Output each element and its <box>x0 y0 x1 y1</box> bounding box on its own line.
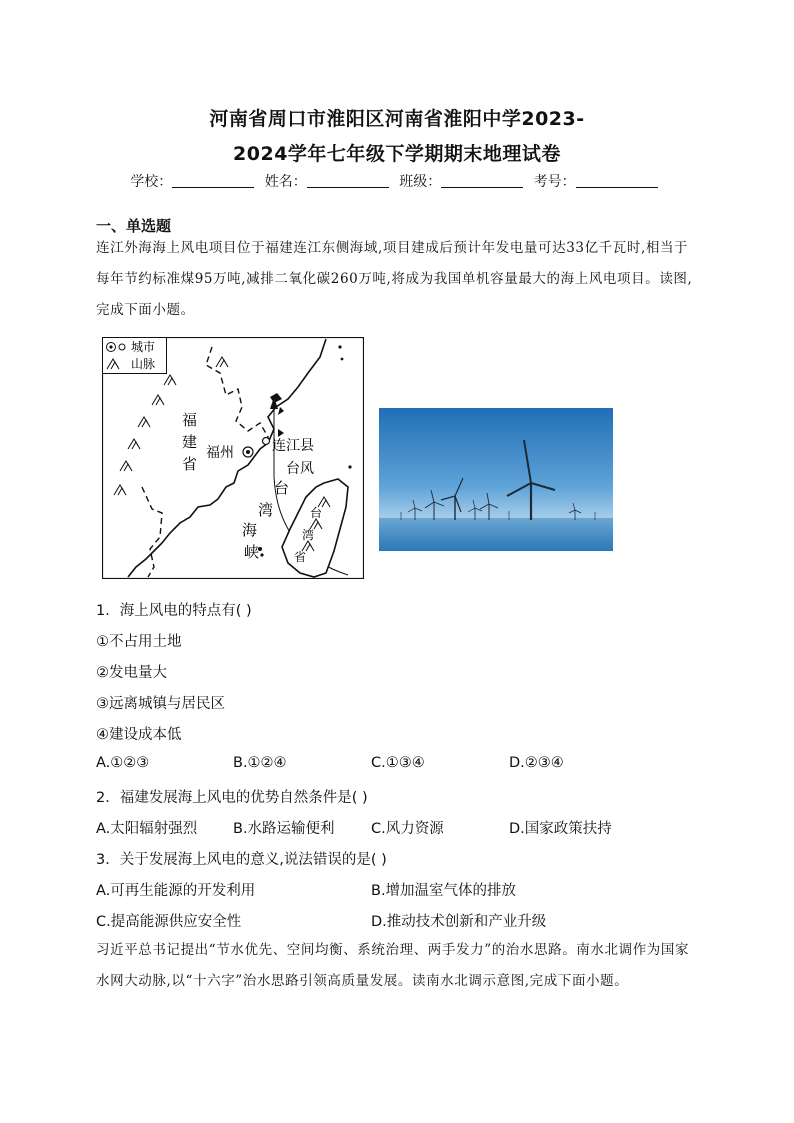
class-label: 班级： <box>399 174 442 190</box>
q1-statement-3: ③远离城镇与居民区 <box>96 696 225 712</box>
q1-statement-1: ①不占用土地 <box>96 634 182 650</box>
name-label: 姓名： <box>264 174 307 190</box>
school-label: 学校： <box>130 174 173 190</box>
student-info <box>0 171 794 191</box>
lianjiang-county-icon <box>263 438 270 445</box>
title-line-2: 2024学年七年级下学期期末地理试卷 <box>233 143 561 165</box>
strait-label-3: 海 <box>242 521 258 539</box>
q1-option-c[interactable]: C.①③④ <box>371 755 425 771</box>
q3-option-c[interactable]: C.提高能源供应安全性 <box>96 914 242 930</box>
q3-option-d[interactable]: D.推动技术创新和产业升级 <box>371 914 547 930</box>
exam-no-blank[interactable] <box>576 173 658 188</box>
section-title: 一、单选题 <box>96 217 172 235</box>
strait-label-1: 台 <box>274 479 290 497</box>
fuzhou-label: 福州 <box>206 445 234 461</box>
fujian-label-2: 建 <box>182 433 198 451</box>
question-3-stem: 3．关于发展海上风电的意义,说法错误的是( ) <box>96 852 387 868</box>
q2-option-b[interactable]: B.水路运输便利 <box>233 821 335 837</box>
q2-option-c[interactable]: C.风力资源 <box>371 821 444 837</box>
q1-statement-2: ②发电量大 <box>96 665 167 681</box>
fujian-map <box>102 337 364 579</box>
q1-statement-4: ④建设成本低 <box>96 727 182 743</box>
question-1-stem: 1．海上风电的特点有( ) <box>96 603 252 619</box>
taiwan-label-2: 湾 <box>302 528 315 542</box>
q1-option-a[interactable]: A.①②③ <box>96 755 150 771</box>
passage-1: 连江外海海上风电项目位于福建连江东侧海域,项目建成后预计年发电量可达33亿千瓦时,相当于每年节约标准煤95万吨,减排二氧化碳260万吨,将成为我国单机容量最大的海上风电项目。读图,完成下面小题。 <box>96 240 693 318</box>
strait-label-4: 峡 <box>244 543 260 561</box>
school-blank[interactable] <box>172 173 254 188</box>
strait-label-2: 湾 <box>258 501 274 519</box>
title-line-1: 河南省周口市淮阳区河南省淮阳中学2023- <box>209 108 585 130</box>
q1-option-b[interactable]: B.①②④ <box>233 755 287 771</box>
legend-mountain-label: 山脉 <box>131 357 156 371</box>
class-blank[interactable] <box>441 173 523 188</box>
lianjiang-label: 连江县 <box>272 438 314 454</box>
offshore-wind-photo <box>379 408 613 551</box>
q2-option-a[interactable]: A.太阳辐射强烈 <box>96 821 198 837</box>
legend-city-label: 城市 <box>131 340 156 354</box>
passage-2: 习近平总书记提出“节水优先、空间均衡、系统治理、两手发力”的治水思路。南水北调作为国家水网大动脉,以“十六字”治水思路引领高质量发展。读南水北调示意图,完成下面小题。 <box>96 942 690 989</box>
q3-option-a[interactable]: A.可再生能源的开发利用 <box>96 883 256 899</box>
fujian-label-1: 福 <box>182 411 198 429</box>
q1-option-d[interactable]: D.②③④ <box>509 755 564 771</box>
taiwan-label-3: 省 <box>294 550 307 564</box>
taiwan-label-1: 台 <box>310 506 323 520</box>
q3-option-b[interactable]: B.增加温室气体的排放 <box>371 883 517 899</box>
typhoon-label: 台风 <box>286 461 314 477</box>
name-blank[interactable] <box>307 173 389 188</box>
question-2-stem: 2．福建发展海上风电的优势自然条件是( ) <box>96 790 368 806</box>
fujian-label-3: 省 <box>182 455 198 473</box>
q2-option-d[interactable]: D.国家政策扶持 <box>509 821 612 837</box>
exam-no-label: 考号： <box>533 174 576 190</box>
